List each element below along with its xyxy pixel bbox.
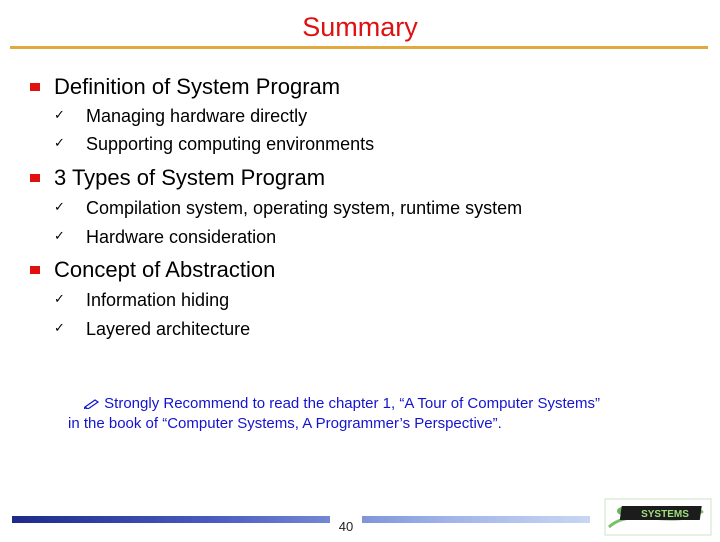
slide-title: Summary [302, 12, 418, 42]
section-heading: 3 Types of System Program [54, 165, 326, 190]
section-heading: Concept of Abstraction [54, 257, 276, 282]
list-item-text: Supporting computing environments [86, 134, 375, 154]
footer-bar [12, 516, 590, 523]
list-item-text: Managing hardware directly [86, 106, 308, 126]
note-line-2: in the book of “Computer Systems, A Programmer’s Perspective”. [68, 415, 502, 432]
section-heading: Definition of System Program [54, 74, 341, 99]
checkmark-icon: ✓ [54, 291, 65, 306]
square-bullet-icon [30, 83, 40, 91]
checkmark-icon: ✓ [54, 107, 65, 122]
title-divider [10, 46, 708, 49]
square-bullet-icon [30, 174, 40, 182]
pencil-icon [84, 394, 100, 414]
square-bullet-icon [30, 266, 40, 274]
logo-text: SYSTEMS [641, 509, 689, 520]
page-number: 40 [338, 519, 354, 534]
reading-recommendation [68, 394, 668, 434]
list-item-text: Layered architecture [86, 319, 251, 339]
list-item-text: Compilation system, operating system, runtime system [86, 198, 523, 218]
checkmark-icon: ✓ [54, 199, 65, 214]
checkmark-icon: ✓ [54, 228, 65, 243]
list-item-text: Information hiding [86, 290, 230, 310]
note-line-1: Strongly Recommend to read the chapter 1, “A Tour of Computer Systems” [104, 395, 600, 412]
checkmark-icon: ✓ [54, 135, 65, 150]
checkmark-icon: ✓ [54, 320, 65, 335]
logo [603, 497, 713, 537]
list-item-text: Hardware consideration [86, 227, 277, 247]
